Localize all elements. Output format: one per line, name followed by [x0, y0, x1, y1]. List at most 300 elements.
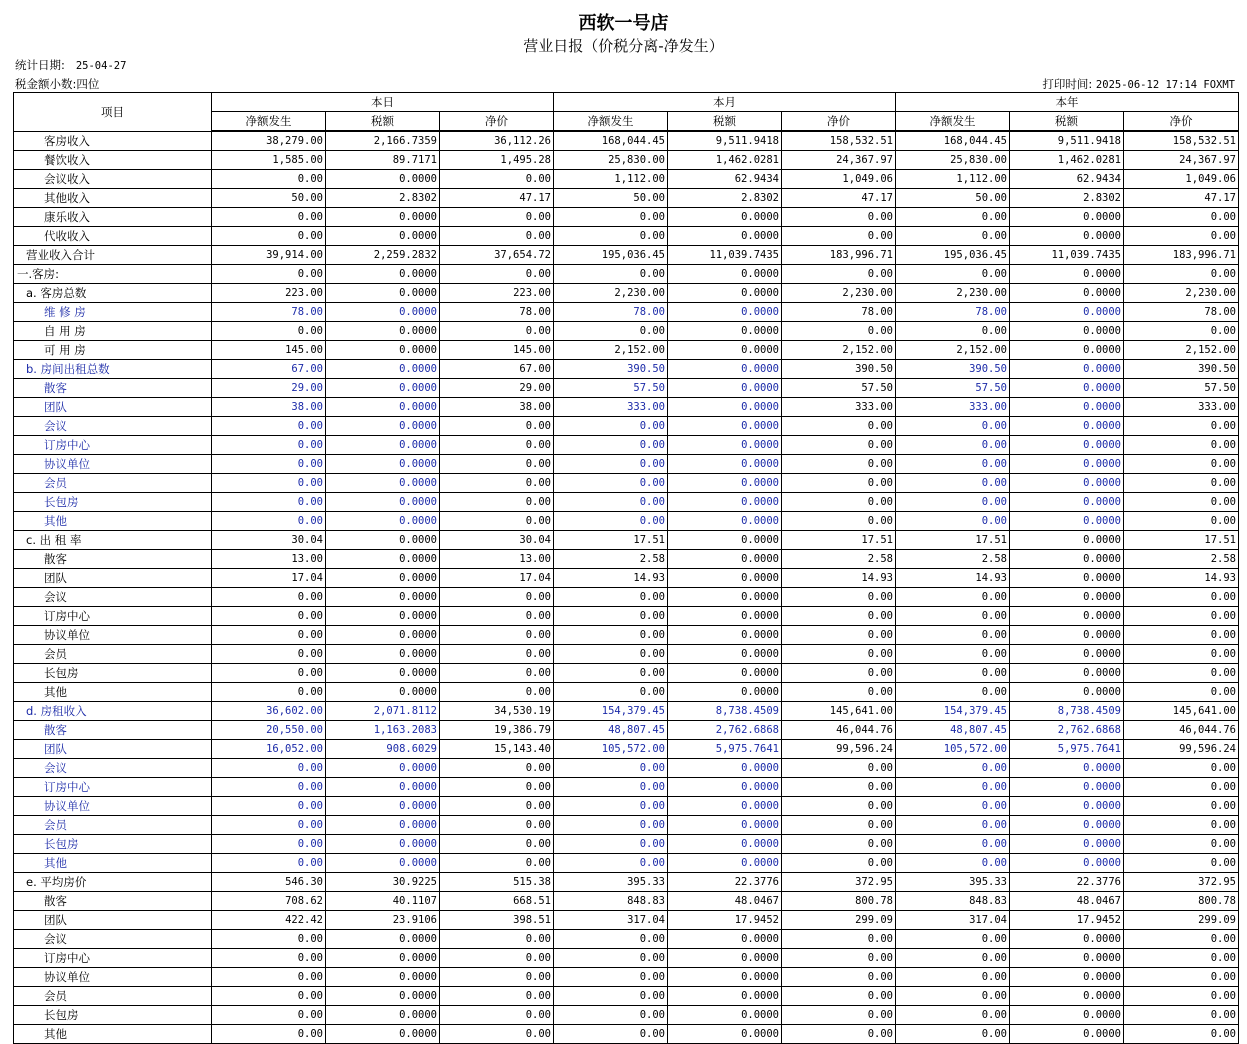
cell-value: 390.50	[782, 360, 896, 379]
cell-value: 0.00	[440, 607, 554, 626]
cell-value: 0.00	[782, 208, 896, 227]
cell-value: 78.00	[1124, 303, 1239, 322]
table-row	[14, 379, 1239, 398]
cell-value: 0.00	[1124, 816, 1239, 835]
cell-value: 0.00	[212, 1025, 326, 1044]
cell-value: 36,602.00	[212, 702, 326, 721]
cell-value: 0.0000	[1010, 987, 1124, 1006]
row-label: 订房中心	[14, 436, 212, 455]
cell-value: 0.00	[440, 1006, 554, 1025]
cell-value: 15,143.40	[440, 740, 554, 759]
cell-value: 105,572.00	[896, 740, 1010, 759]
row-label: 长包房	[14, 1006, 212, 1025]
report-subtitle: 营业日报（价税分离-净发生）	[523, 37, 724, 55]
cell-value: 145,641.00	[1124, 702, 1239, 721]
row-label: 团队	[14, 740, 212, 759]
cell-value: 0.0000	[668, 474, 782, 493]
cell-value: 0.00	[212, 493, 326, 512]
cell-value: 0.0000	[1010, 835, 1124, 854]
cell-value: 395.33	[896, 873, 1010, 892]
cell-value: 0.0000	[326, 417, 440, 436]
tax-decimal-value: 四位	[76, 77, 100, 91]
cell-value: 29.00	[440, 379, 554, 398]
cell-value: 0.00	[782, 512, 896, 531]
cell-value: 25,830.00	[896, 151, 1010, 170]
table-row	[14, 626, 1239, 645]
cell-value: 0.00	[440, 778, 554, 797]
row-label: 其他收入	[14, 189, 212, 208]
row-label: 其他	[14, 683, 212, 702]
cell-value: 0.00	[554, 930, 668, 949]
cell-value: 0.00	[212, 816, 326, 835]
cell-value: 0.00	[212, 208, 326, 227]
row-label: 一.客房:	[14, 265, 212, 284]
cell-value: 0.00	[554, 436, 668, 455]
cell-value: 0.00	[554, 797, 668, 816]
cell-value: 0.0000	[668, 360, 782, 379]
cell-value: 2,230.00	[782, 284, 896, 303]
cell-value: 0.0000	[1010, 417, 1124, 436]
cell-value: 0.00	[440, 626, 554, 645]
cell-value: 2,166.7359	[326, 131, 440, 151]
cell-value: 0.00	[896, 265, 1010, 284]
cell-value: 0.00	[440, 227, 554, 246]
cell-value: 0.00	[782, 816, 896, 835]
cell-value: 154,379.45	[896, 702, 1010, 721]
cell-value: 0.0000	[326, 1025, 440, 1044]
row-label: 散客	[14, 550, 212, 569]
row-label: 其他	[14, 512, 212, 531]
cell-value: 390.50	[1124, 360, 1239, 379]
cell-value: 390.50	[554, 360, 668, 379]
table-row	[14, 569, 1239, 588]
cell-value: 0.0000	[668, 1006, 782, 1025]
cell-value: 48.0467	[668, 892, 782, 911]
cell-value: 0.00	[896, 474, 1010, 493]
cell-value: 14.93	[1124, 569, 1239, 588]
cell-value: 30.9225	[326, 873, 440, 892]
cell-value: 0.00	[554, 949, 668, 968]
cell-value: 0.0000	[1010, 645, 1124, 664]
cell-value: 0.00	[1124, 1006, 1239, 1025]
cell-value: 2.8302	[1010, 189, 1124, 208]
cell-value: 145.00	[440, 341, 554, 360]
cell-value: 195,036.45	[554, 246, 668, 265]
cell-value: 2,230.00	[554, 284, 668, 303]
cell-value: 0.00	[1124, 797, 1239, 816]
cell-value: 0.0000	[326, 303, 440, 322]
cell-value: 223.00	[212, 284, 326, 303]
cell-value: 2,762.6868	[668, 721, 782, 740]
daily-report-table	[13, 92, 1239, 1044]
table-header	[14, 93, 1239, 132]
cell-value: 2,230.00	[1124, 284, 1239, 303]
cell-value: 0.0000	[668, 493, 782, 512]
cell-value: 0.00	[896, 645, 1010, 664]
cell-value: 0.00	[212, 322, 326, 341]
cell-value: 0.00	[782, 626, 896, 645]
cell-value: 0.00	[1124, 493, 1239, 512]
cell-value: 11,039.7435	[1010, 246, 1124, 265]
cell-value: 14.93	[896, 569, 1010, 588]
cell-value: 0.00	[212, 417, 326, 436]
cell-value: 0.00	[440, 664, 554, 683]
cell-value: 0.0000	[668, 512, 782, 531]
cell-value: 2.58	[554, 550, 668, 569]
cell-value: 37,654.72	[440, 246, 554, 265]
row-label: 会议	[14, 930, 212, 949]
cell-value: 0.0000	[668, 208, 782, 227]
cell-value: 5,975.7641	[668, 740, 782, 759]
cell-value: 2,071.8112	[326, 702, 440, 721]
table-row	[14, 227, 1239, 246]
cell-value: 158,532.51	[1124, 131, 1239, 151]
table-row	[14, 436, 1239, 455]
cell-value: 47.17	[440, 189, 554, 208]
cell-value: 0.00	[1124, 227, 1239, 246]
cell-value: 17.9452	[668, 911, 782, 930]
row-label: 长包房	[14, 664, 212, 683]
cell-value: 0.00	[440, 759, 554, 778]
cell-value: 89.7171	[326, 151, 440, 170]
table-row	[14, 303, 1239, 322]
cell-value: 0.00	[896, 417, 1010, 436]
cell-value: 2,152.00	[782, 341, 896, 360]
cell-value: 16,052.00	[212, 740, 326, 759]
cell-value: 0.00	[440, 170, 554, 189]
cell-value: 0.00	[896, 1006, 1010, 1025]
cell-value: 0.0000	[668, 778, 782, 797]
cell-value: 0.0000	[1010, 1006, 1124, 1025]
cell-value: 0.00	[440, 322, 554, 341]
cell-value: 0.00	[782, 835, 896, 854]
cell-value: 0.00	[782, 968, 896, 987]
cell-value: 34,530.19	[440, 702, 554, 721]
cell-value: 0.0000	[326, 588, 440, 607]
cell-value: 0.00	[212, 626, 326, 645]
table-row	[14, 189, 1239, 208]
cell-value: 0.00	[1124, 588, 1239, 607]
row-label: 团队	[14, 398, 212, 417]
cell-value: 333.00	[1124, 398, 1239, 417]
table-row	[14, 816, 1239, 835]
cell-value: 47.17	[782, 189, 896, 208]
cell-value: 546.30	[212, 873, 326, 892]
cell-value: 2,762.6868	[1010, 721, 1124, 740]
cell-value: 0.00	[1124, 987, 1239, 1006]
table-row	[14, 284, 1239, 303]
cell-value: 0.00	[896, 797, 1010, 816]
cell-value: 0.00	[896, 512, 1010, 531]
cell-value: 0.0000	[326, 854, 440, 873]
cell-value: 0.00	[1124, 968, 1239, 987]
cell-value: 24,367.97	[782, 151, 896, 170]
cell-value: 908.6029	[326, 740, 440, 759]
cell-value: 9,511.9418	[668, 131, 782, 151]
cell-value: 0.0000	[326, 512, 440, 531]
table-row	[14, 417, 1239, 436]
table-row	[14, 531, 1239, 550]
cell-value: 0.0000	[326, 778, 440, 797]
table-row	[14, 721, 1239, 740]
cell-value: 78.00	[212, 303, 326, 322]
stat-date	[15, 57, 126, 73]
cell-value: 0.00	[554, 759, 668, 778]
row-label: 团队	[14, 569, 212, 588]
row-label: a. 客房总数	[14, 284, 212, 303]
cell-value: 19,386.79	[440, 721, 554, 740]
cell-value: 2,152.00	[1124, 341, 1239, 360]
cell-value: 0.00	[440, 854, 554, 873]
cell-value: 0.00	[440, 645, 554, 664]
cell-value: 0.0000	[668, 854, 782, 873]
cell-value: 0.0000	[1010, 930, 1124, 949]
cell-value: 0.00	[212, 588, 326, 607]
cell-value: 78.00	[896, 303, 1010, 322]
cell-value: 0.0000	[326, 949, 440, 968]
cell-value: 0.0000	[1010, 474, 1124, 493]
subheader-net-amount: 净额发生	[212, 112, 326, 132]
cell-value: 183,996.71	[782, 246, 896, 265]
row-label: 代收收入	[14, 227, 212, 246]
cell-value: 62.9434	[1010, 170, 1124, 189]
cell-value: 0.00	[212, 835, 326, 854]
cell-value: 24,367.97	[1124, 151, 1239, 170]
cell-value: 2.58	[1124, 550, 1239, 569]
cell-value: 48.0467	[1010, 892, 1124, 911]
table-row	[14, 987, 1239, 1006]
row-label: 会员	[14, 987, 212, 1006]
stat-date-value: 25-04-27	[75, 60, 127, 72]
cell-value: 17.04	[212, 569, 326, 588]
cell-value: 50.00	[554, 189, 668, 208]
cell-value: 0.00	[896, 208, 1010, 227]
cell-value: 2,152.00	[896, 341, 1010, 360]
cell-value: 0.00	[782, 949, 896, 968]
cell-value: 0.00	[896, 683, 1010, 702]
cell-value: 0.0000	[668, 588, 782, 607]
cell-value: 0.0000	[1010, 968, 1124, 987]
cell-value: 0.00	[782, 683, 896, 702]
cell-value: 390.50	[896, 360, 1010, 379]
row-label: 会议	[14, 417, 212, 436]
cell-value: 2.8302	[326, 189, 440, 208]
cell-value: 0.00	[1124, 664, 1239, 683]
store-name: 西软一号店	[578, 13, 669, 34]
row-label: 长包房	[14, 493, 212, 512]
row-label: 协议单位	[14, 968, 212, 987]
group-header-year: 本年	[896, 93, 1239, 112]
cell-value: 14.93	[554, 569, 668, 588]
cell-value: 11,039.7435	[668, 246, 782, 265]
cell-value: 0.0000	[326, 1006, 440, 1025]
cell-value: 0.0000	[1010, 436, 1124, 455]
cell-value: 333.00	[554, 398, 668, 417]
cell-value: 0.00	[212, 797, 326, 816]
table-row	[14, 911, 1239, 930]
table-row	[14, 474, 1239, 493]
subheader-net-price: 净价	[440, 112, 554, 132]
cell-value: 0.0000	[1010, 816, 1124, 835]
row-label: 协议单位	[14, 455, 212, 474]
cell-value: 0.0000	[326, 550, 440, 569]
row-label: 会员	[14, 474, 212, 493]
cell-value: 2,259.2832	[326, 246, 440, 265]
cell-value: 668.51	[440, 892, 554, 911]
row-label: 自 用 房	[14, 322, 212, 341]
cell-value: 0.00	[440, 436, 554, 455]
cell-value: 0.0000	[1010, 455, 1124, 474]
cell-value: 2.58	[782, 550, 896, 569]
cell-value: 0.0000	[326, 322, 440, 341]
cell-value: 0.0000	[326, 436, 440, 455]
cell-value: 0.0000	[326, 208, 440, 227]
cell-value: 17.9452	[1010, 911, 1124, 930]
cell-value: 17.51	[1124, 531, 1239, 550]
cell-value: 1,049.06	[1124, 170, 1239, 189]
cell-value: 223.00	[440, 284, 554, 303]
table-row	[14, 1006, 1239, 1025]
cell-value: 0.00	[896, 759, 1010, 778]
cell-value: 13.00	[440, 550, 554, 569]
tax-decimal	[15, 76, 99, 92]
row-label: 会员	[14, 816, 212, 835]
cell-value: 0.00	[1124, 322, 1239, 341]
row-label: d. 房租收入	[14, 702, 212, 721]
cell-value: 0.0000	[1010, 1025, 1124, 1044]
subheader-tax: 税额	[668, 112, 782, 132]
cell-value: 1,585.00	[212, 151, 326, 170]
cell-value: 0.00	[440, 208, 554, 227]
table-row	[14, 246, 1239, 265]
cell-value: 0.00	[1124, 835, 1239, 854]
cell-value: 20,550.00	[212, 721, 326, 740]
table-row	[14, 512, 1239, 531]
table-row	[14, 360, 1239, 379]
cell-value: 0.0000	[1010, 550, 1124, 569]
cell-value: 0.00	[782, 797, 896, 816]
cell-value: 0.00	[1124, 683, 1239, 702]
cell-value: 0.00	[782, 759, 896, 778]
cell-value: 0.00	[782, 664, 896, 683]
cell-value: 0.00	[554, 683, 668, 702]
group-header-month: 本月	[554, 93, 896, 112]
cell-value: 0.00	[896, 949, 1010, 968]
cell-value: 0.0000	[1010, 512, 1124, 531]
cell-value: 0.00	[212, 265, 326, 284]
cell-value: 0.00	[1124, 436, 1239, 455]
cell-value: 0.00	[554, 227, 668, 246]
table-row	[14, 873, 1239, 892]
cell-value: 0.00	[1124, 759, 1239, 778]
cell-value: 0.0000	[326, 645, 440, 664]
cell-value: 0.00	[554, 778, 668, 797]
cell-value: 0.00	[896, 436, 1010, 455]
cell-value: 0.00	[554, 626, 668, 645]
cell-value: 8,738.4509	[668, 702, 782, 721]
table-row	[14, 131, 1239, 151]
cell-value: 105,572.00	[554, 740, 668, 759]
cell-value: 2,152.00	[554, 341, 668, 360]
table-row	[14, 607, 1239, 626]
cell-value: 17.51	[554, 531, 668, 550]
cell-value: 0.00	[782, 930, 896, 949]
cell-value: 0.0000	[326, 569, 440, 588]
print-time-value: 2025-06-12 17:14 FOXMT	[1095, 79, 1235, 91]
cell-value: 0.00	[1124, 474, 1239, 493]
table-row	[14, 398, 1239, 417]
cell-value: 8,738.4509	[1010, 702, 1124, 721]
cell-value: 0.0000	[1010, 360, 1124, 379]
cell-value: 0.0000	[668, 455, 782, 474]
cell-value: 398.51	[440, 911, 554, 930]
cell-value: 0.00	[212, 683, 326, 702]
table-row	[14, 208, 1239, 227]
cell-value: 1,112.00	[896, 170, 1010, 189]
cell-value: 0.00	[440, 797, 554, 816]
cell-value: 0.00	[212, 227, 326, 246]
cell-value: 0.0000	[326, 683, 440, 702]
cell-value: 36,112.26	[440, 131, 554, 151]
cell-value: 0.0000	[326, 797, 440, 816]
cell-value: 0.00	[554, 512, 668, 531]
cell-value: 0.00	[782, 1025, 896, 1044]
table-row	[14, 835, 1239, 854]
cell-value: 0.00	[782, 493, 896, 512]
cell-value: 22.3776	[1010, 873, 1124, 892]
cell-value: 0.00	[554, 322, 668, 341]
cell-value: 0.0000	[1010, 208, 1124, 227]
cell-value: 515.38	[440, 873, 554, 892]
cell-value: 0.00	[212, 854, 326, 873]
cell-value: 0.0000	[326, 759, 440, 778]
table-row	[14, 341, 1239, 360]
table-row	[14, 854, 1239, 873]
cell-value: 0.0000	[1010, 531, 1124, 550]
cell-value: 0.0000	[326, 968, 440, 987]
cell-value: 0.00	[440, 835, 554, 854]
cell-value: 0.00	[1124, 512, 1239, 531]
cell-value: 47.17	[1124, 189, 1239, 208]
cell-value: 46,044.76	[782, 721, 896, 740]
cell-value: 0.00	[896, 816, 1010, 835]
cell-value: 0.00	[1124, 930, 1239, 949]
cell-value: 0.00	[896, 607, 1010, 626]
cell-value: 0.00	[1124, 417, 1239, 436]
row-label: b. 房间出租总数	[14, 360, 212, 379]
cell-value: 0.0000	[668, 797, 782, 816]
cell-value: 0.00	[212, 930, 326, 949]
cell-value: 50.00	[212, 189, 326, 208]
subheader-net-amount: 净额发生	[554, 112, 668, 132]
cell-value: 0.00	[440, 949, 554, 968]
cell-value: 0.00	[1124, 949, 1239, 968]
cell-value: 0.00	[1124, 778, 1239, 797]
cell-value: 0.0000	[668, 759, 782, 778]
row-label: 协议单位	[14, 797, 212, 816]
cell-value: 0.00	[212, 949, 326, 968]
cell-value: 0.00	[440, 816, 554, 835]
cell-value: 0.0000	[1010, 303, 1124, 322]
cell-value: 0.0000	[668, 284, 782, 303]
table-row	[14, 968, 1239, 987]
cell-value: 14.93	[782, 569, 896, 588]
cell-value: 0.00	[212, 987, 326, 1006]
cell-value: 0.0000	[668, 626, 782, 645]
cell-value: 0.0000	[326, 360, 440, 379]
table-row	[14, 170, 1239, 189]
cell-value: 0.00	[440, 455, 554, 474]
